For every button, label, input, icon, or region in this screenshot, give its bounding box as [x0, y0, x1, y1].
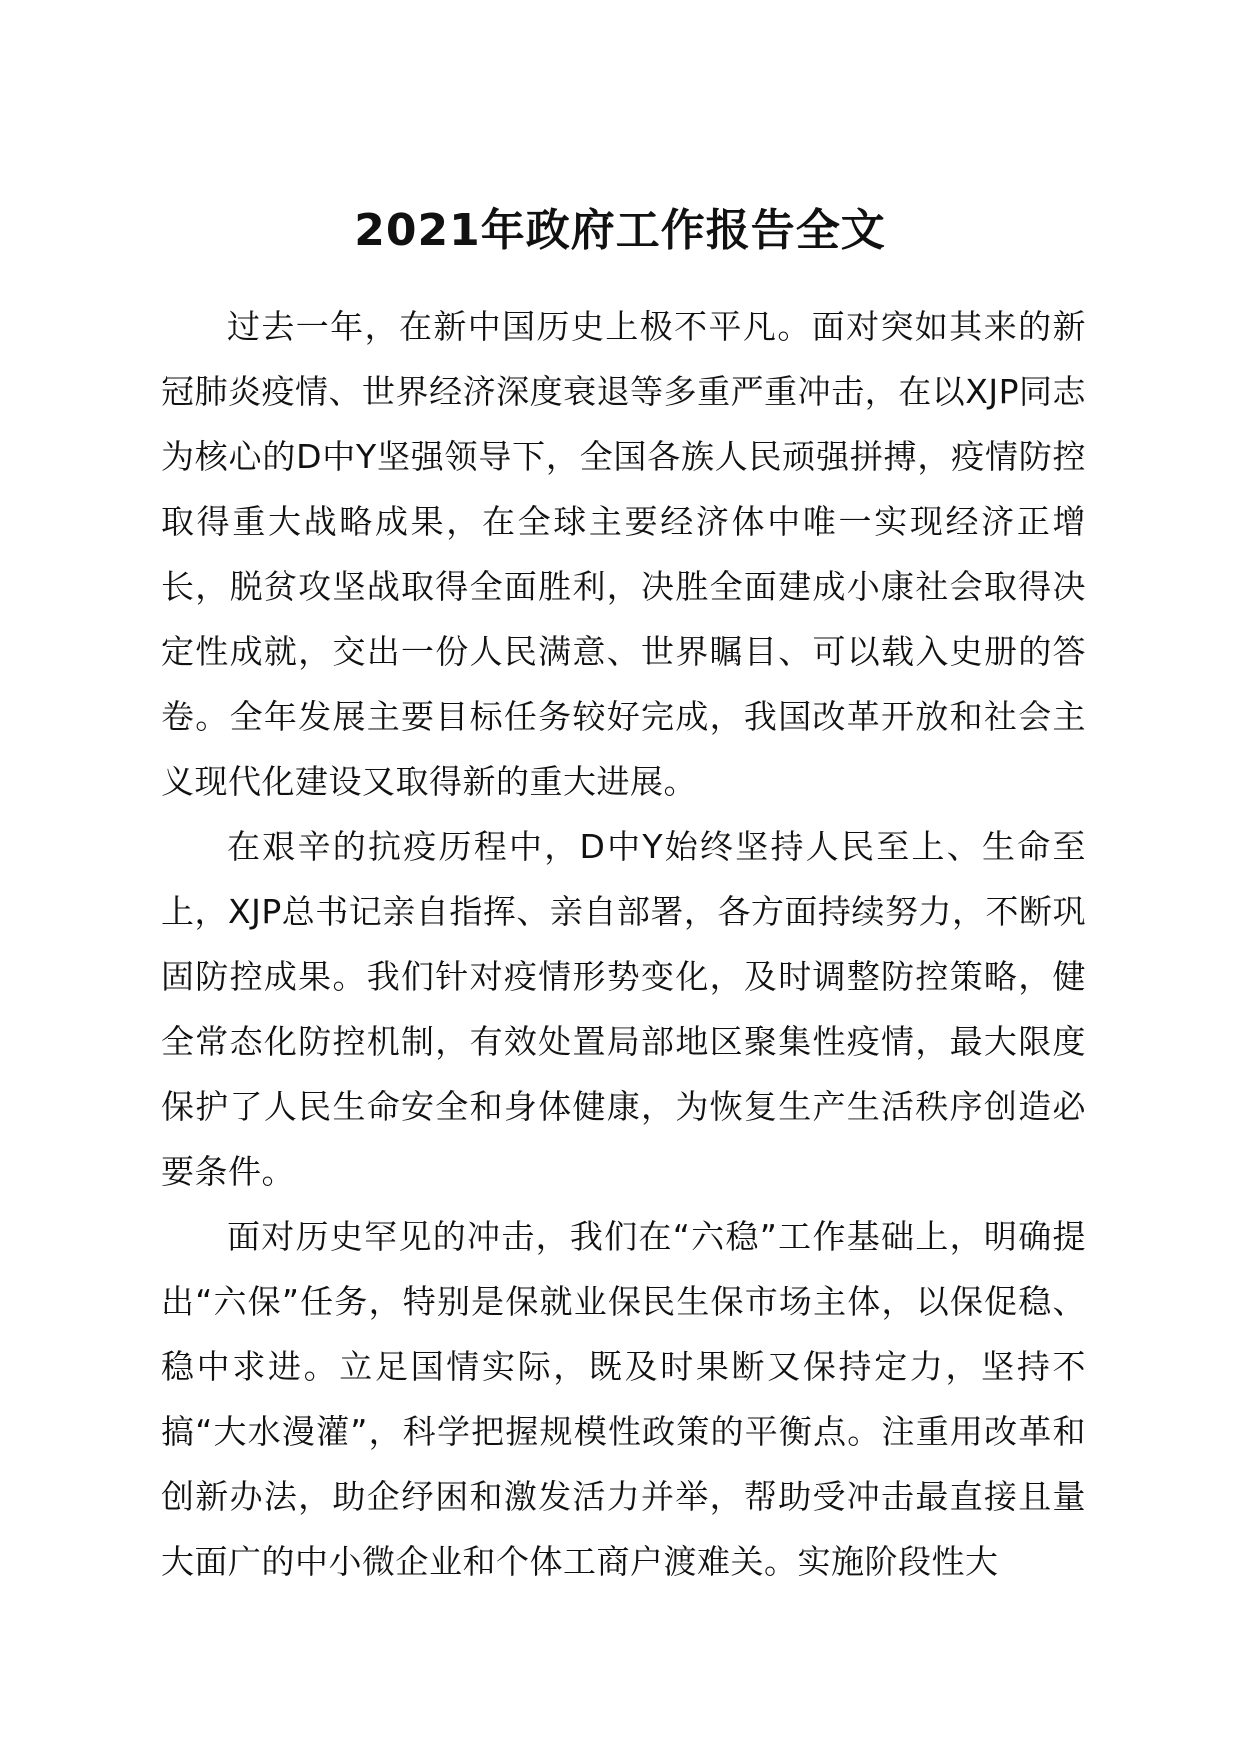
paragraph-1: 过去一年，在新中国历史上极不平凡。面对突如其来的新冠肺炎疫情、世界经济深度衰退等多重严重冲击，在以XJP同志为核心的D中Y坚强领导下，全国各族人民顽强拼搏，疫情防控取得重大战略成果，在全球主要经济体中唯一实现经济正增长，脱贫攻坚战取得全面胜利，决胜全面建成小康社会取得决定性成就，交出一份人民满意、世界瞩目、可以载入史册的答卷。全年发展主要目标任务较好完成，我国改革开放和社会主义现代化建设又取得新的重大进展。	[161, 307, 1086, 801]
document-title: 2021年政府工作报告全文	[354, 205, 886, 256]
paragraph-3: 面对历史罕见的冲击，我们在“六稳”工作基础上，明确提出“六保”任务，特别是保就业保民生保市场主体，以保促稳、稳中求进。立足国情实际，既及时果断又保持定力，坚持不搞“大水漫灌”，科学把握规模性政策的平衡点。注重用改革和创新办法，助企纾困和激发活力并举，帮助受冲击最直接且量大面广的中小微企业和个体工商户渡难关。实施阶段性大	[161, 1217, 1086, 1581]
document-body	[161, 294, 1086, 1594]
paragraph-2: 在艰辛的抗疫历程中，D中Y始终坚持人民至上、生命至上，XJP总书记亲自指挥、亲自部署，各方面持续努力，不断巩固防控成果。我们针对疫情形势变化，及时调整防控策略，健全常态化防控机制，有效处置局部地区聚集性疫情，最大限度保护了人民生命安全和身体健康，为恢复生产生活秩序创造必要条件。	[161, 827, 1086, 1191]
